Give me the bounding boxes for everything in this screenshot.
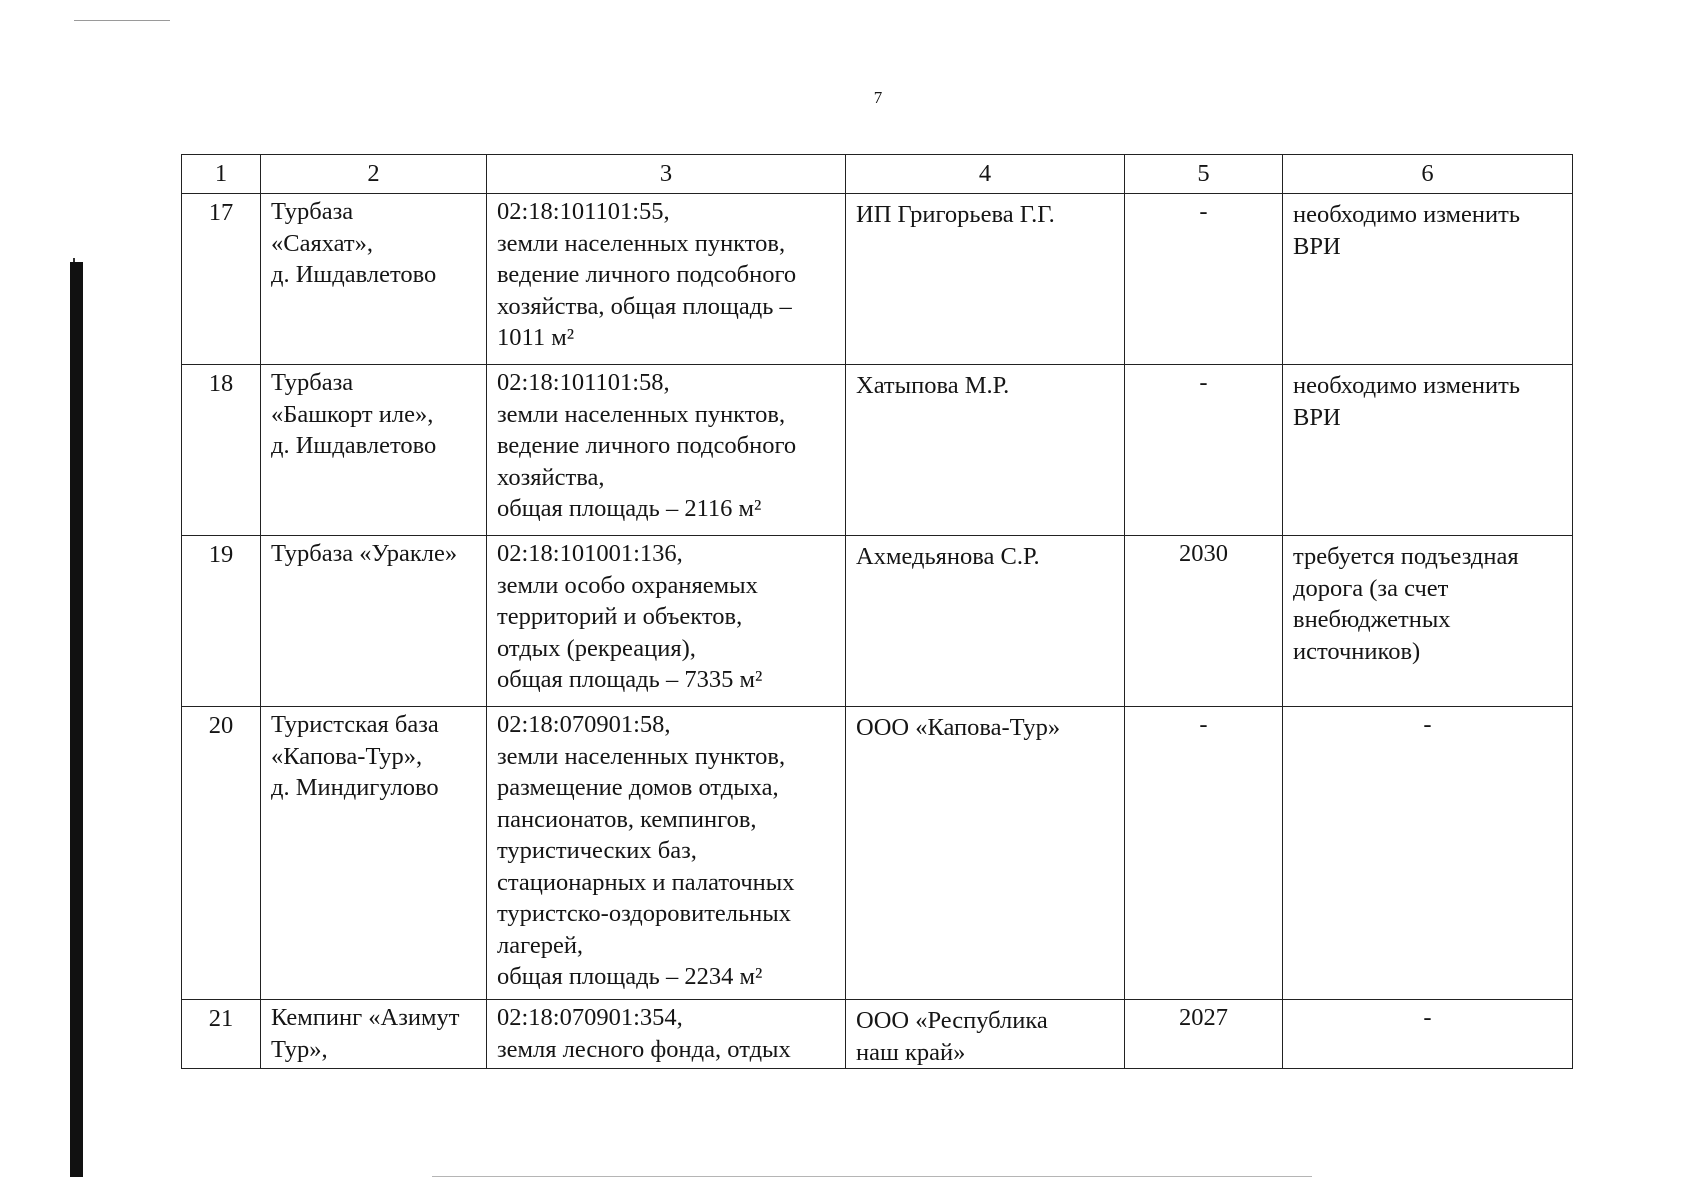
row-number-cell: [182, 365, 261, 536]
note-text: -: [1423, 1004, 1432, 1031]
year-value: 2030: [1179, 540, 1228, 567]
land-plot-cell: [487, 365, 846, 536]
year-value: -: [1199, 369, 1208, 396]
owner-name: ИП Григорьева Г.Г.: [856, 201, 1055, 228]
note-text: необходимо изменить ВРИ: [1293, 201, 1521, 260]
object-name: Туристская база «Капова-Тур», д. Миндигулово: [271, 711, 439, 801]
land-plot-cell: [487, 536, 846, 707]
year-cell: [1125, 365, 1283, 536]
object-cell: [261, 536, 487, 707]
land-plot-info: 02:18:101001:136, земли особо охраняемых территорий и объектов, отдых (рекреация), общая площадь – 7335 м²: [497, 540, 763, 693]
owner-cell: [846, 194, 1125, 365]
year-cell: [1125, 1000, 1283, 1069]
object-cell: [261, 707, 487, 1000]
land-plot-cell: [487, 707, 846, 1000]
year-cell: [1125, 536, 1283, 707]
note-cell: [1283, 194, 1573, 365]
note-text: необходимо изменить ВРИ: [1293, 372, 1521, 431]
table-header-row: [182, 155, 1573, 194]
row-number: 18: [208, 370, 234, 397]
note-cell: [1283, 1000, 1573, 1069]
note-cell: [1283, 536, 1573, 707]
row-number-cell: [182, 194, 261, 365]
note-cell: [1283, 365, 1573, 536]
row-number: 19: [208, 541, 234, 568]
land-plot-cell: [487, 194, 846, 365]
year-value: -: [1199, 711, 1208, 738]
year-value: 2027: [1179, 1004, 1228, 1031]
owner-cell: [846, 707, 1125, 1000]
row-number-cell: [182, 536, 261, 707]
objects-table: [181, 154, 1573, 1069]
table-row: [182, 536, 1573, 707]
row-number: 21: [208, 1005, 234, 1032]
land-plot-info: 02:18:070901:354, земля лесного фонда, отдых: [497, 1004, 791, 1063]
owner-name: Ахмедьянова С.Р.: [856, 543, 1040, 570]
page-number: 7: [873, 88, 883, 107]
object-name: Турбаза «Саяхат», д. Ишдавлетово: [271, 198, 437, 288]
object-name: Турбаза «Уракле»: [271, 540, 458, 567]
owner-name: ООО «Республика наш край»: [856, 1007, 1048, 1066]
object-cell: [261, 194, 487, 365]
column-header: 2: [261, 155, 487, 194]
row-number: 20: [208, 712, 234, 739]
owner-cell: [846, 1000, 1125, 1069]
land-plot-info: 02:18:070901:58, земли населенных пунктов, размещение домов отдыха, пансионатов, кемпингов, туристических баз, стационарных и палаточных туристско-оздоровительных лагерей, общая площадь – 2234 м²: [497, 711, 795, 990]
object-name: Турбаза «Башкорт иле», д. Ишдавлетово: [271, 369, 437, 459]
land-plot-cell: [487, 1000, 846, 1069]
row-number: 17: [208, 199, 234, 226]
year-value: -: [1199, 198, 1208, 225]
column-header: 6: [1283, 155, 1573, 194]
scan-artifact-bottom-line: [432, 1176, 1312, 1177]
object-cell: [261, 1000, 487, 1069]
owner-cell: [846, 536, 1125, 707]
owner-name: Хатыпова М.Р.: [856, 372, 1010, 399]
table-row: [182, 365, 1573, 536]
object-cell: [261, 365, 487, 536]
column-header: 1: [182, 155, 261, 194]
column-header: 4: [846, 155, 1125, 194]
land-plot-info: 02:18:101101:58, земли населенных пунктов, ведение личного подсобного хозяйства, общая площадь – 2116 м²: [497, 369, 797, 522]
object-name: Кемпинг «Азимут Тур»,: [271, 1004, 460, 1063]
row-number-cell: [182, 707, 261, 1000]
year-cell: [1125, 194, 1283, 365]
year-cell: [1125, 707, 1283, 1000]
owner-name: ООО «Капова-Тур»: [856, 714, 1061, 741]
row-number-cell: [182, 1000, 261, 1069]
note-text: -: [1423, 711, 1432, 738]
scan-artifact-top-line: [74, 20, 170, 21]
scan-binding-edge: [70, 262, 83, 1177]
note-text: требуется подъездная дорога (за счет внебюджетных источников): [1293, 543, 1519, 665]
column-header: 3: [487, 155, 846, 194]
table-row: [182, 1000, 1573, 1069]
table-row: [182, 707, 1573, 1000]
land-plot-info: 02:18:101101:55, земли населенных пунктов, ведение личного подсобного хозяйства, общая площадь – 1011 м²: [497, 198, 797, 351]
note-cell: [1283, 707, 1573, 1000]
table-row: [182, 194, 1573, 365]
owner-cell: [846, 365, 1125, 536]
column-header: 5: [1125, 155, 1283, 194]
